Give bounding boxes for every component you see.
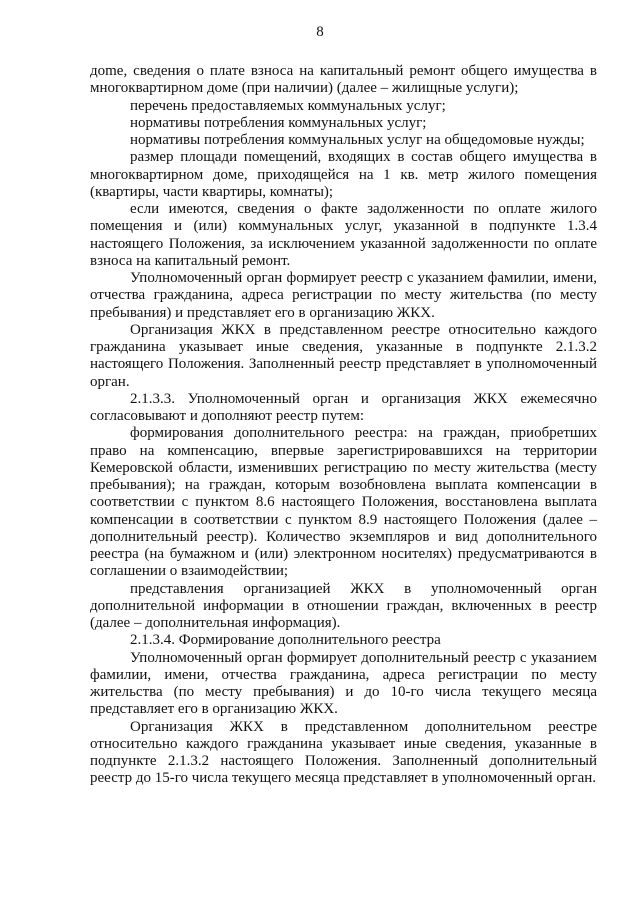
paragraph: представления организацией ЖКХ в уполномоченный орган дополнительной информации в отношении граждан, включенных в реестр (далее – дополнительная информация). <box>90 580 597 631</box>
page-number: 8 <box>316 24 324 40</box>
paragraph: дome, сведения о плате взноса на капитальный ремонт общего имущества в многоквартирном доме (при наличии) (далее – жилищные услуги); <box>90 63 597 97</box>
document-body <box>90 63 597 788</box>
paragraph: нормативы потребления коммунальных услуг на общедомовые нужды; <box>130 132 585 148</box>
paragraph: 2.1.3.4. Формирование дополнительного реестра <box>130 632 441 649</box>
paragraph: размер площади помещений, входящих в состав общего имущества в многоквартирном доме, приходящейся на 1 кв. метр жилого помещения (квартиры, части квартиры, комнаты); <box>90 149 597 200</box>
paragraph: Уполномоченный орган формирует реестр с указанием фамилии, имени, отчества гражданина, адреса регистрации по месту жительства (по месту пребывания) и представляет его в организацию ЖКХ. <box>90 270 597 321</box>
paragraph: 2.1.3.3. Уполномоченный орган и организация ЖКХ ежемесячно согласовывают и дополняют реестр путем: <box>90 390 597 424</box>
paragraph: перечень предоставляемых коммунальных услуг; <box>130 97 446 114</box>
paragraph: Уполномоченный орган формирует дополнительный реестр с указанием фамилии, имени, отчества гражданина, адреса регистрации по месту жительства (по месту пребывания) и до 10-го числа текущего месяца представляет его в организацию ЖКХ. <box>90 649 597 718</box>
paragraph: нормативы потребления коммунальных услуг; <box>130 114 427 131</box>
paragraph: формирования дополнительного реестра: на граждан, приобретших право на компенсацию, впервые зарегистрировавшихся на территории Кемеровской области, изменивших регистрацию по месту жительства (месту пребывания); на граждан, которым возобновлена выплата компенсации в соответствии с пунктом 8.6 настоящего Положения, восстановлена выплата компенсации в соответствии с пунктом 8.9 настоящего Положения (далее – дополнительный реестр). Количество экземпляров и вид дополнительного реестра (на бумажном и (или) электронном носителях) предусматриваются в соглашении о взаимодействии; <box>90 425 597 580</box>
paragraph: Организация ЖКХ в представленном реестре относительно каждого гражданина указывает иные сведения, указанные в подпункте 2.1.3.2 настоящего Положения. Заполненный реестр представляет в уполномоченный орган. <box>90 321 597 390</box>
paragraph: если имеются, сведения о факте задолженности по оплате жилого помещения и (или) коммунальных услуг, указанной в подпункте 1.3.4 настоящего Положения, за исключением указанной задолженности по оплате взноса на капитальный ремонт. <box>90 201 597 269</box>
paragraph: Организация ЖКХ в представленном дополнительном реестре относительно каждого гражданина указывает иные сведения, указанные в подпункте 2.1.3.2 настоящего Положения. Заполненный дополнительный реестр до 15-го числа текущего месяца представляет в уполномоченный орган. <box>90 718 597 787</box>
